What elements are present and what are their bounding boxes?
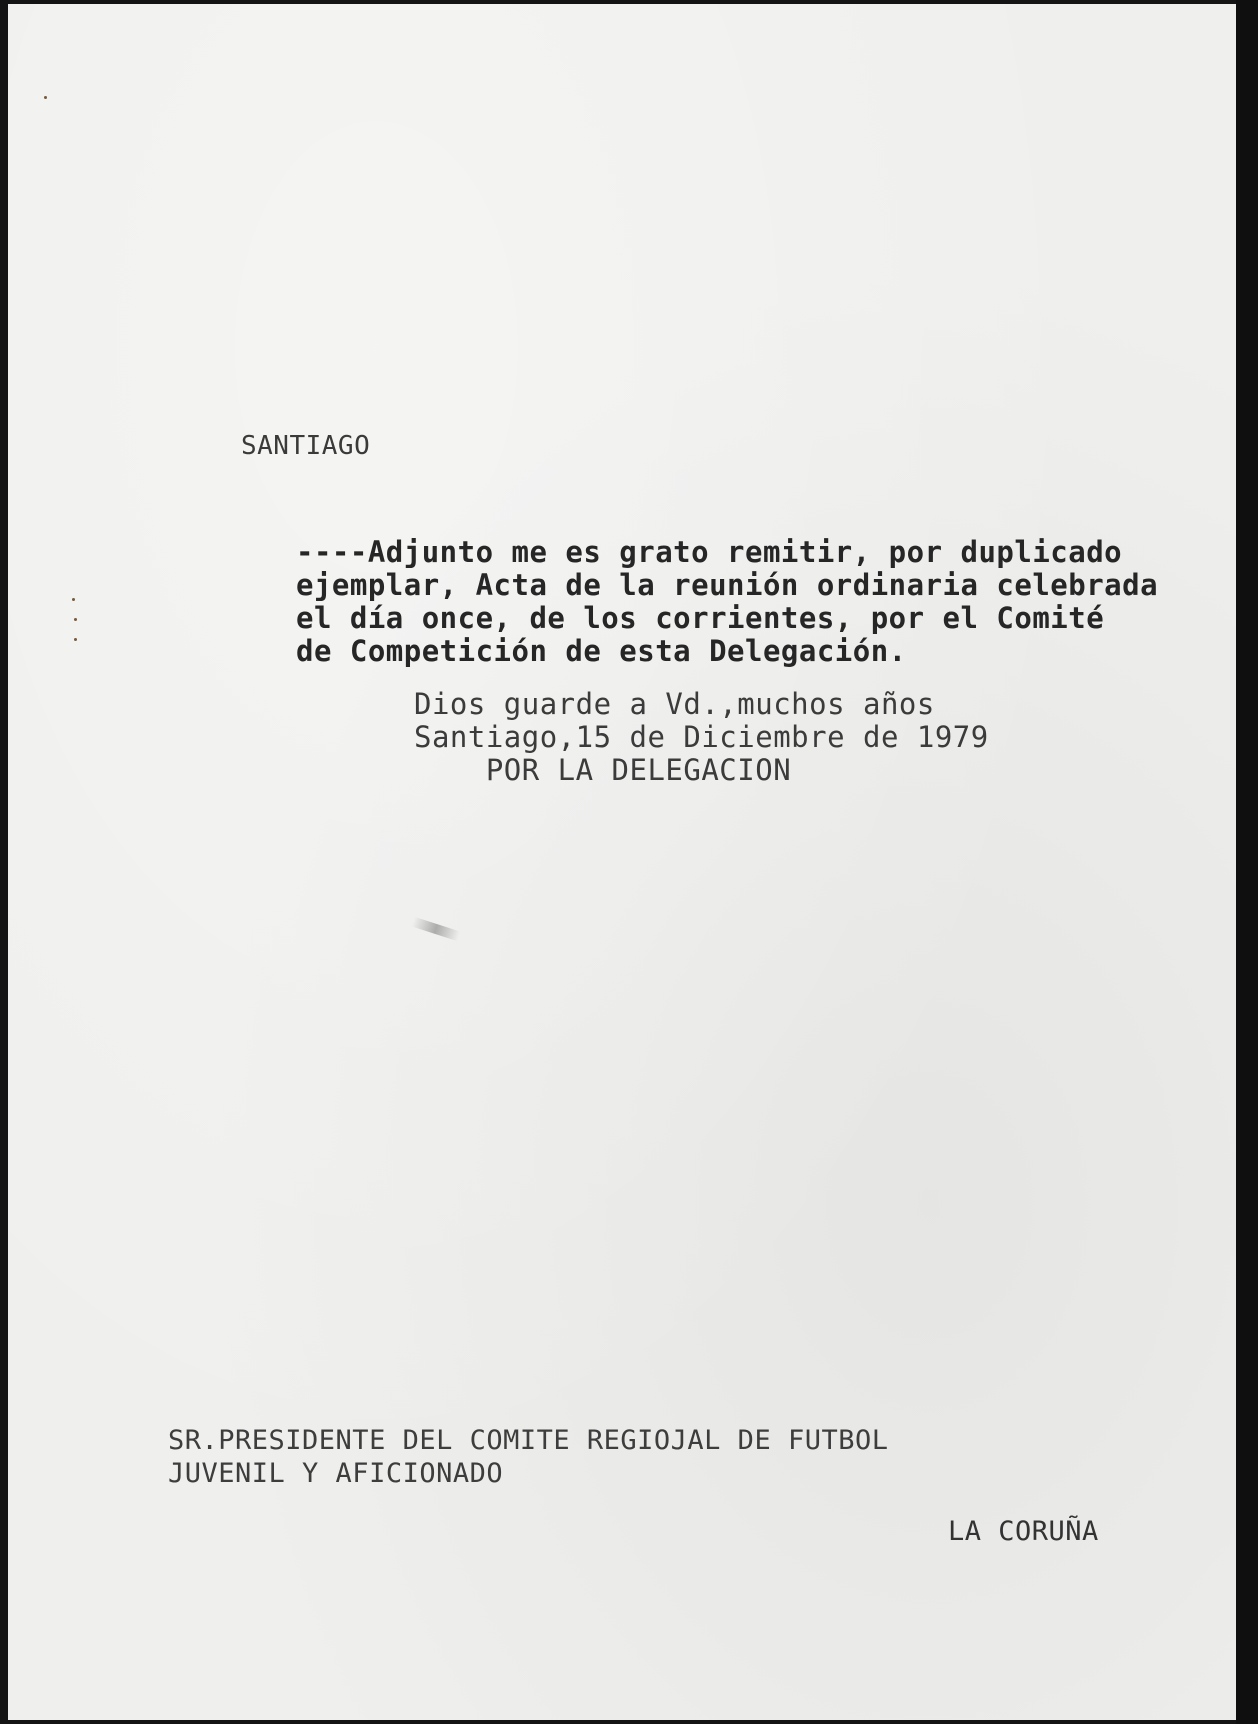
addressee-line: JUVENIL Y AFICIONADO xyxy=(168,1458,504,1489)
ink-speck xyxy=(74,638,77,641)
letter-closing xyxy=(414,688,989,787)
ink-speck xyxy=(72,598,75,601)
letter-body xyxy=(296,536,1158,668)
body-line: ----Adjunto me es grato remitir, por duplicado xyxy=(296,535,1123,569)
ink-speck xyxy=(44,96,47,99)
body-line: ejemplar, Acta de la reunión ordinaria celebrada xyxy=(296,568,1159,602)
ink-speck xyxy=(74,618,77,621)
addressee-line: SR.PRESIDENTE DEL COMITE REGIOJAL DE FUTBOL xyxy=(168,1425,889,1456)
city-heading: SANTIAGO xyxy=(241,431,371,461)
scan-border xyxy=(1236,0,1258,1724)
closing-line: Dios guarde a Vd.,muchos años xyxy=(414,687,935,721)
destination-city: LA CORUÑA xyxy=(948,1516,1099,1547)
smudge-mark xyxy=(412,917,461,941)
addressee-block xyxy=(168,1424,888,1490)
body-line: de Competición de esta Delegación. xyxy=(296,634,907,668)
paper-sheet xyxy=(8,4,1236,1720)
closing-line: Santiago,15 de Diciembre de 1979 xyxy=(414,720,989,754)
body-line: el día once, de los corrientes, por el Comité xyxy=(296,601,1105,635)
closing-line: POR LA DELEGACION xyxy=(414,753,792,787)
